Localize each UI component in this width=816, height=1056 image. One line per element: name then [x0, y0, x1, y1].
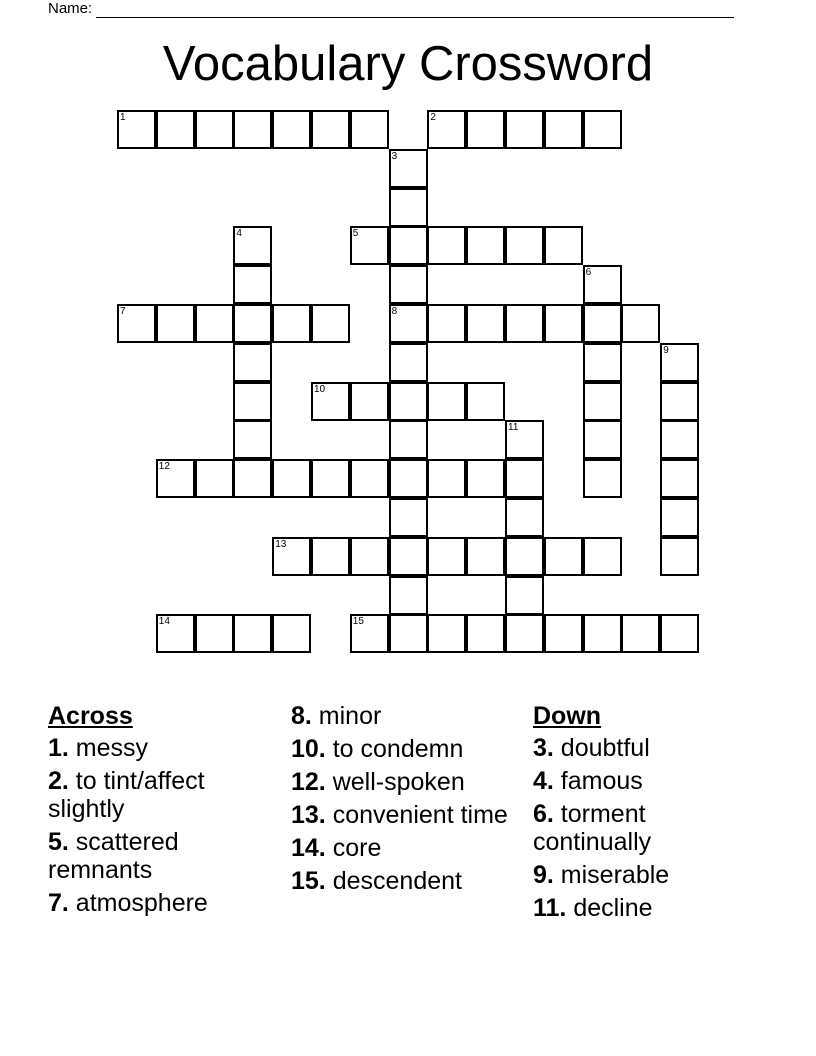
across-clue	[48, 889, 278, 917]
grid-cell[interactable]	[350, 459, 389, 498]
grid-cell[interactable]	[389, 149, 428, 188]
grid-cell[interactable]	[272, 459, 311, 498]
clue-num: 5.	[48, 828, 69, 856]
across-clue	[291, 834, 511, 862]
clue-text: minor	[311, 702, 382, 730]
grid-cell[interactable]	[156, 459, 195, 498]
clue-num: 3.	[533, 734, 554, 762]
down-clue	[533, 767, 763, 795]
clues-column-3	[533, 702, 763, 927]
grid-cell[interactable]	[505, 537, 544, 576]
grid-cell[interactable]	[621, 304, 660, 343]
clue-number: 3	[391, 150, 398, 162]
across-clue	[291, 801, 511, 829]
grid-cell[interactable]	[505, 614, 544, 653]
grid-cell[interactable]	[660, 459, 699, 498]
grid-cell[interactable]	[350, 110, 389, 149]
clue-text: miserable	[553, 861, 670, 889]
grid-cell[interactable]	[660, 498, 699, 537]
grid-cell[interactable]	[583, 420, 622, 459]
grid-cell[interactable]	[505, 576, 544, 615]
clue-number: 6	[585, 267, 592, 279]
clue-number: 11	[508, 422, 519, 434]
clue-text: to tint/affect slightly	[48, 767, 205, 823]
down-clue	[533, 800, 763, 856]
down-heading: Down	[533, 702, 602, 730]
clue-num: 14.	[291, 834, 326, 862]
across-clue	[291, 867, 511, 895]
grid-cell[interactable]	[195, 614, 234, 653]
grid-cell[interactable]	[427, 304, 466, 343]
grid-cell[interactable]	[427, 110, 466, 149]
clue-number: 15	[352, 616, 364, 628]
down-clue	[533, 894, 763, 922]
grid-cell[interactable]	[350, 537, 389, 576]
clue-num: 6.	[533, 800, 554, 828]
clues-column-2	[291, 702, 511, 900]
clue-num: 13.	[291, 801, 326, 829]
across-clue	[291, 702, 511, 730]
grid-cell[interactable]	[427, 226, 466, 265]
grid-cell[interactable]	[272, 614, 311, 653]
clue-number: 13	[275, 538, 287, 550]
across-clue	[291, 768, 511, 796]
grid-cell[interactable]	[660, 343, 699, 382]
grid-cell[interactable]	[233, 110, 272, 149]
across-clue	[291, 735, 511, 763]
grid-cell[interactable]	[505, 420, 544, 459]
clue-text: atmosphere	[68, 889, 208, 917]
grid-cell[interactable]	[544, 614, 583, 653]
grid-cell[interactable]	[427, 382, 466, 421]
grid-cell[interactable]	[389, 265, 428, 304]
grid-cell[interactable]	[311, 537, 350, 576]
clue-num: 15.	[291, 867, 326, 895]
clue-num: 1.	[48, 734, 69, 762]
clue-number: 9	[663, 344, 669, 356]
clue-number: 1	[120, 112, 126, 123]
grid-cell[interactable]	[389, 420, 428, 459]
grid-cell[interactable]	[233, 343, 272, 382]
grid-cell[interactable]	[505, 304, 544, 343]
grid-cell[interactable]	[233, 420, 272, 459]
grid-cell[interactable]	[505, 498, 544, 537]
grid-cell[interactable]	[233, 226, 272, 265]
grid-cell[interactable]	[660, 382, 699, 421]
down-clue	[533, 861, 763, 889]
grid-cell[interactable]	[389, 498, 428, 537]
grid-cell[interactable]	[311, 304, 350, 343]
grid-cell[interactable]	[389, 304, 428, 343]
across-clue	[48, 734, 278, 762]
grid-cell[interactable]	[195, 459, 234, 498]
grid-cell[interactable]	[660, 537, 699, 576]
grid-cell[interactable]	[195, 110, 234, 149]
grid-cell[interactable]	[389, 188, 428, 227]
page-title: Vocabulary Crossword	[162, 37, 654, 91]
grid-cell[interactable]	[505, 226, 544, 265]
grid-cell[interactable]	[583, 537, 622, 576]
clue-num: 9.	[533, 861, 554, 889]
grid-cell[interactable]	[272, 537, 311, 576]
grid-cell[interactable]	[350, 226, 389, 265]
grid-cell[interactable]	[233, 459, 272, 498]
grid-cell[interactable]	[350, 382, 389, 421]
grid-cell[interactable]	[311, 459, 350, 498]
grid-cell[interactable]	[427, 459, 466, 498]
grid-cell[interactable]	[311, 382, 350, 421]
grid-cell[interactable]	[621, 614, 660, 653]
grid-cell[interactable]	[544, 110, 583, 149]
clue-num: 11.	[533, 894, 567, 922]
clue-num: 8.	[291, 702, 312, 730]
grid-cell[interactable]	[311, 110, 350, 149]
clue-text: scattered remnants	[48, 828, 179, 884]
clue-num: 10.	[291, 735, 326, 763]
grid-cell[interactable]	[233, 304, 272, 343]
grid-cell[interactable]	[233, 265, 272, 304]
clue-number: 10	[314, 383, 326, 395]
clue-number: 14	[158, 616, 170, 628]
grid-cell[interactable]	[389, 459, 428, 498]
grid-cell[interactable]	[544, 304, 583, 343]
clue-text: core	[325, 834, 382, 862]
grid-cell[interactable]	[272, 110, 311, 149]
clue-text: messy	[68, 734, 149, 762]
down-clue	[533, 734, 763, 762]
clue-number: 5	[352, 228, 359, 240]
grid-cell[interactable]	[466, 459, 505, 498]
grid-cell[interactable]	[544, 537, 583, 576]
grid-cell[interactable]	[466, 304, 505, 343]
clue-text: descendent	[325, 867, 462, 895]
grid-cell[interactable]	[156, 304, 195, 343]
clue-num: 4.	[533, 767, 554, 795]
grid-cell[interactable]	[466, 226, 505, 265]
clue-text: well-spoken	[325, 768, 465, 796]
across-heading: Across	[48, 702, 133, 730]
clue-number: 2	[430, 112, 436, 123]
grid-cell[interactable]	[117, 304, 156, 343]
across-clue	[48, 828, 278, 884]
grid-cell[interactable]	[466, 614, 505, 653]
clue-text: famous	[553, 767, 643, 795]
grid-cell[interactable]	[156, 110, 195, 149]
grid-cell[interactable]	[544, 226, 583, 265]
grid-cell[interactable]	[389, 226, 428, 265]
grid-cell[interactable]	[272, 304, 311, 343]
clue-text: convenient time	[325, 801, 508, 829]
grid-cell[interactable]	[505, 110, 544, 149]
grid-cell[interactable]	[505, 459, 544, 498]
clue-text: torment continually	[533, 800, 652, 856]
grid-cell[interactable]	[389, 614, 428, 653]
clues-column-1	[48, 702, 278, 922]
grid-cell[interactable]	[583, 343, 622, 382]
clue-num: 7.	[48, 889, 69, 917]
clue-text: to condemn	[325, 735, 464, 763]
grid-cell[interactable]	[466, 110, 505, 149]
grid-cell[interactable]	[427, 537, 466, 576]
grid-cell[interactable]	[389, 537, 428, 576]
clue-text: doubtful	[553, 734, 650, 762]
clue-num: 12.	[291, 768, 326, 796]
grid-cell[interactable]	[466, 537, 505, 576]
grid-cell[interactable]	[427, 614, 466, 653]
grid-cell[interactable]	[583, 459, 622, 498]
grid-cell[interactable]	[117, 110, 156, 149]
grid-cell[interactable]	[660, 420, 699, 459]
grid-cell[interactable]	[233, 382, 272, 421]
grid-cell[interactable]	[583, 304, 622, 343]
grid-cell[interactable]	[156, 614, 195, 653]
grid-cell[interactable]	[195, 304, 234, 343]
grid-cell[interactable]	[660, 614, 699, 653]
grid-cell[interactable]	[583, 110, 622, 149]
across-clue	[48, 767, 278, 823]
clue-number: 7	[120, 306, 126, 317]
grid-cell[interactable]	[583, 614, 622, 653]
grid-cell[interactable]	[466, 382, 505, 421]
clue-text: decline	[566, 894, 653, 922]
clue-number: 12	[158, 461, 170, 473]
grid-cell[interactable]	[350, 614, 389, 653]
clue-number: 4	[236, 228, 242, 240]
grid-cell[interactable]	[389, 576, 428, 615]
grid-cell[interactable]	[389, 382, 428, 421]
grid-cell[interactable]	[389, 343, 428, 382]
clue-number: 8	[391, 306, 398, 317]
grid-cell[interactable]	[583, 265, 622, 304]
grid-cell[interactable]	[583, 382, 622, 421]
clue-num: 2.	[48, 767, 69, 795]
name-label: Name:	[48, 0, 93, 17]
grid-cell[interactable]	[233, 614, 272, 653]
